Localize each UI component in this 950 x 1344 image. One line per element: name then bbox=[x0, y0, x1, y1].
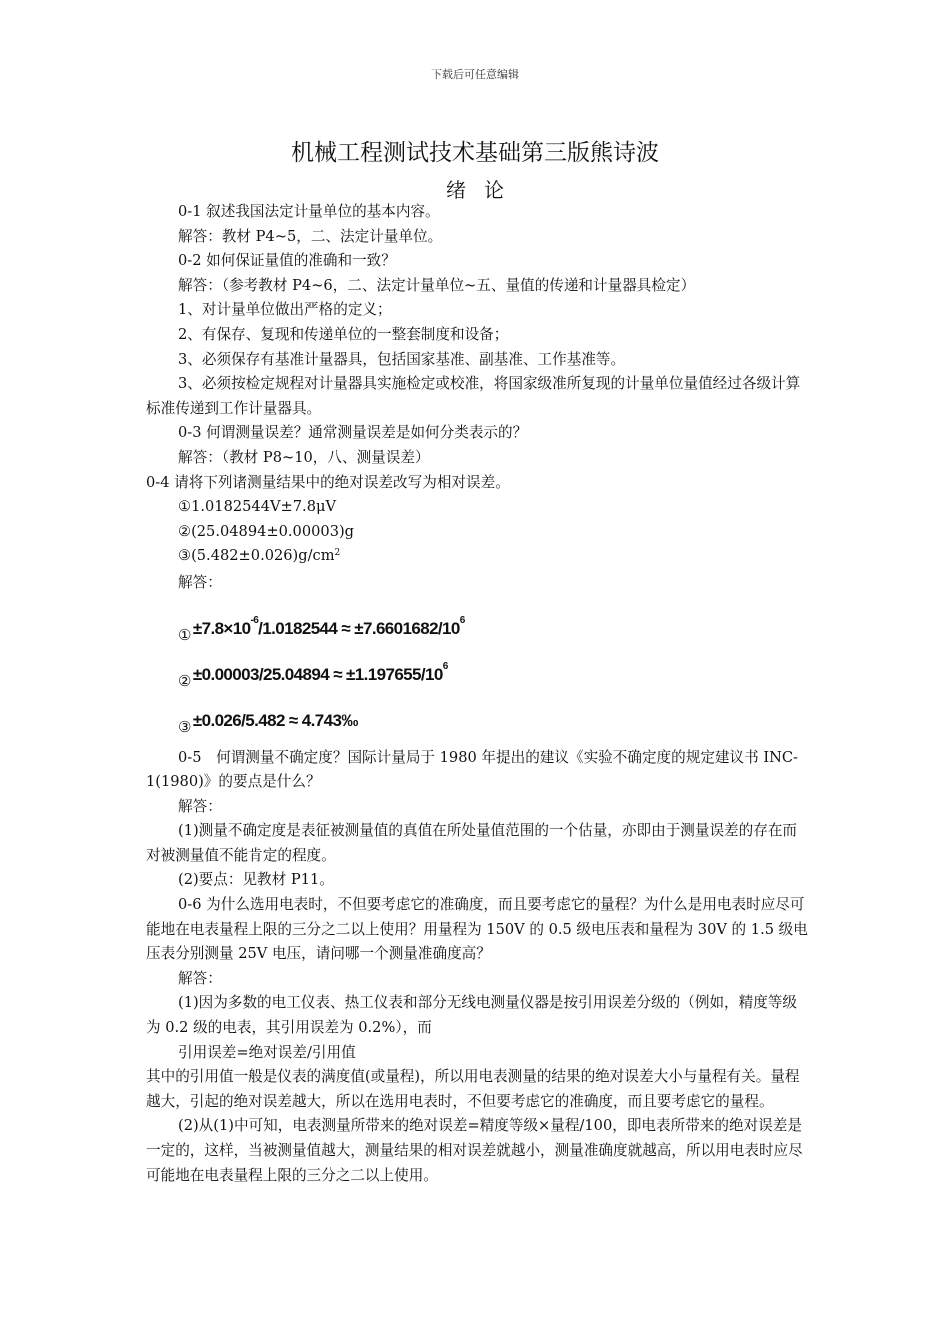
header-note: 下载后可任意编辑 bbox=[431, 68, 519, 81]
formula-text: /1.0182544 ≈ ±7.6601682/10 bbox=[258, 618, 460, 638]
measurement-item: ②(25.04894±0.00003)g bbox=[178, 522, 355, 540]
answer-0-4: 解答： bbox=[178, 573, 222, 591]
question-0-1: 0-1 叙述我国法定计量单位的基本内容。 bbox=[178, 203, 440, 220]
formula-3 bbox=[146, 688, 811, 734]
question-0-3: 0-3 何谓测量误差？通常测量误差是如何分类表示的？ bbox=[178, 424, 528, 442]
answer-0-6-formula: 引用误差=绝对误差/引用值 bbox=[178, 1043, 356, 1061]
answer-0-2-item: 3、必须按检定规程对计量器具实施检定或校准，将国家级准所复现的计量单位量值经过各级计算标准传递到工作计量器具。 bbox=[146, 375, 801, 417]
answer-0-2-item: 3、必须保存有基准计量器具，包括国家基准、副基准、工作基准等。 bbox=[178, 350, 626, 368]
answer-0-2: 解答：（参考教材 P4~6，二、法定计量单位~五、量值的传递和计量器具检定） bbox=[178, 276, 696, 294]
answer-0-3: 解答：（教材 P8~10，八、测量误差） bbox=[178, 448, 430, 466]
question-0-6: 0-6 为什么选用电表时，不但要考虑它的准确度，而且要考虑它的量程？为什么是用电表时应尽可能地在电表量程上限的三分之二以上使用？用量程为 150V 的 0.5 级电压表和量程为 30V 的 1.5 级电压表分别测量 25V 电压，请问哪一个测量准确度高？ bbox=[146, 896, 808, 963]
answer-0-2-item: 2、有保存、复现和传递单位的一整套制度和设备； bbox=[178, 325, 509, 343]
answer-0-6-part: (2)从(1)中可知，电表测量所带来的绝对误差=精度等级×量程/100，即电表所带来的绝对误差是一定的，这样，当被测量值越大，测量结果的相对误差就越小，测量准确度就越高，所以用电表时应尽可能地在电表量程上限的三分之二以上使用。 bbox=[146, 1117, 803, 1184]
formula-1 bbox=[146, 596, 811, 642]
measurement-text: ③(5.482±0.026)g/cm bbox=[178, 547, 335, 565]
measurement-item: ①1.0182544V±7.8μV bbox=[178, 498, 337, 516]
formula-exponent: 6 bbox=[459, 614, 465, 626]
answer-0-6-continuation: 其中的引用值一般是仪表的满度值(或量程)，所以用电表测量的结果的绝对误差大小与量程有关。量程越大，引起的绝对误差越大，所以在选用电表时，不但要考虑它的准确度，而且要考虑它的量程。 bbox=[146, 1068, 800, 1110]
formula-text: ±7.8×10 bbox=[192, 618, 251, 638]
formula-text: ±0.00003/25.04894 ≈ ±1.197655/10 bbox=[192, 664, 443, 684]
superscript: 2 bbox=[334, 548, 341, 559]
answer-0-2-item: 1、对计量单位做出严格的定义； bbox=[178, 301, 392, 319]
question-0-5: 0-5 何谓测量不确定度？国际计量局于 1980 年提出的建议《实验不确定度的规定建议书 INC-1(1980)》的要点是什么？ bbox=[146, 748, 798, 791]
formula-exponent: 6 bbox=[442, 660, 448, 672]
formula-text: ±0.026/5.482 ≈ 4.743‰ bbox=[192, 710, 358, 730]
formula-mark: ① bbox=[178, 625, 191, 644]
answer-0-1: 解答：教材 P4~5，二、法定计量单位。 bbox=[178, 227, 443, 245]
answer-0-5: 解答： bbox=[178, 797, 222, 815]
document-body bbox=[146, 200, 811, 1188]
answer-0-5-part: (1)测量不确定度是表征被测量值的真值在所处量值范围的一个估量，亦即由于测量误差的存在而对被测量值不能肯定的程度。 bbox=[146, 822, 798, 864]
answer-0-6-part: (1)因为多数的电工仪表、热工仪表和部分无线电测量仪器是按引用误差分级的（例如，精度等级为 0.2 级的电表，其引用误差为 0.2%），而 bbox=[146, 994, 798, 1037]
answer-0-5-part: (2)要点：见教材 P11。 bbox=[178, 871, 334, 889]
formula-mark: ② bbox=[178, 671, 191, 690]
formula-2 bbox=[146, 642, 811, 688]
section-title: 绪论 bbox=[446, 178, 522, 202]
question-0-4: 0-4 请将下列诸测量结果中的绝对误差改写为相对误差。 bbox=[146, 473, 510, 491]
question-0-2: 0-2 如何保证量值的准确和一致？ bbox=[178, 252, 396, 270]
formula-exponent: -6 bbox=[250, 614, 259, 626]
answer-0-6: 解答： bbox=[178, 969, 222, 987]
measurement-item bbox=[146, 544, 811, 571]
page-title: 机械工程测试技术基础第三版熊诗波 bbox=[291, 140, 659, 166]
formula-mark: ③ bbox=[178, 717, 191, 736]
